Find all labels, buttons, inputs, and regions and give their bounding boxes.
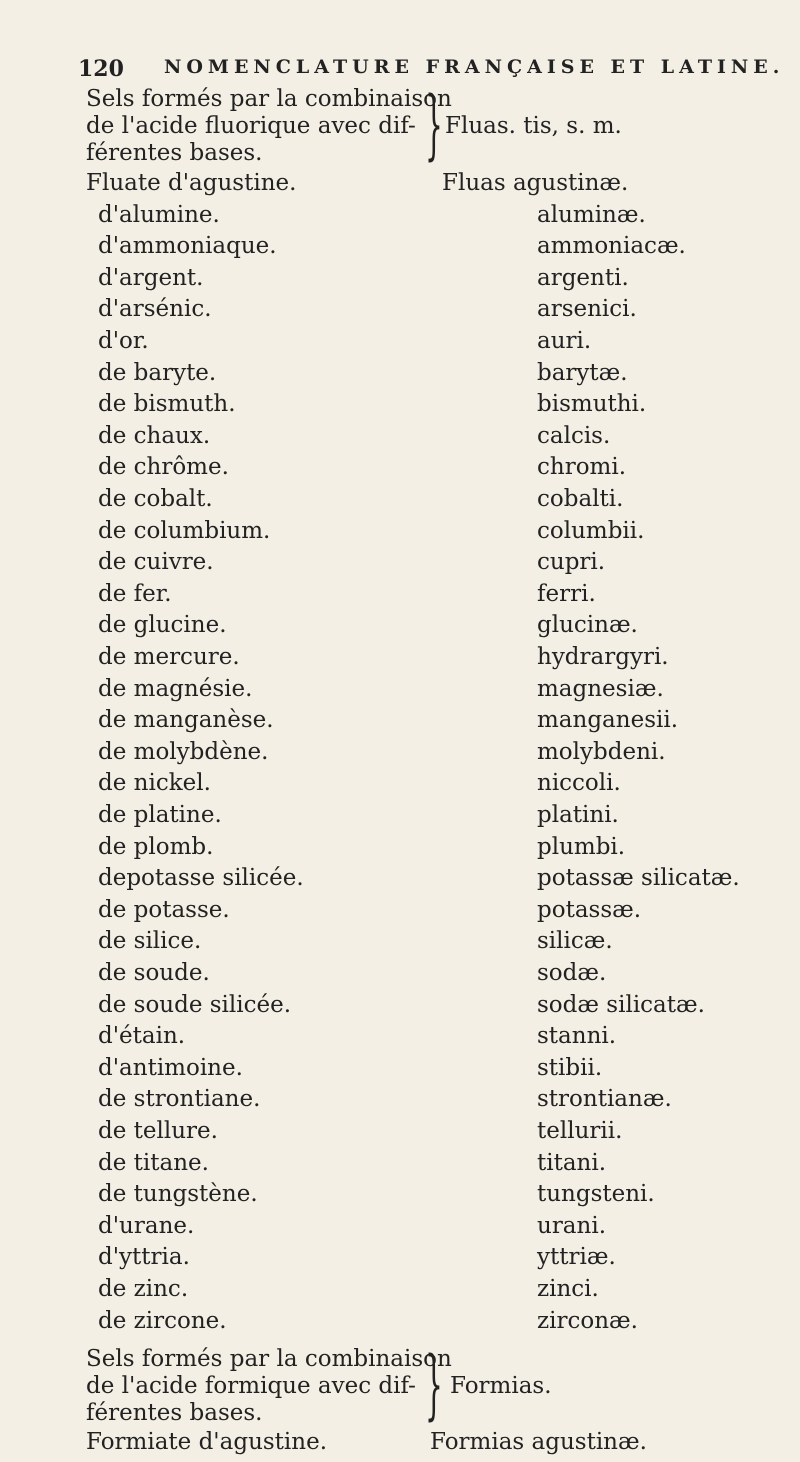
entry-french: de magnésie. <box>98 675 253 702</box>
entry-latin: stibii. <box>537 1054 603 1081</box>
entry-french: de silice. <box>98 928 202 955</box>
brace-icon: } <box>425 1339 443 1429</box>
entry-french: d'étain. <box>98 1023 186 1050</box>
entry-french: de soude. <box>98 960 210 986</box>
entry-latin: arsenici. <box>537 296 637 323</box>
entry-french: de cobalt. <box>98 486 213 512</box>
page-number: 120 <box>78 56 124 82</box>
entry-latin: platini. <box>537 802 619 828</box>
entry-latin: chromi. <box>537 454 627 481</box>
entry-latin: yttriæ. <box>537 1244 616 1271</box>
entry-french: de baryte. <box>98 359 217 386</box>
entry-french: Fluate d'agustine. <box>86 170 297 196</box>
group-line: de l'acide fluorique avec dif- <box>86 113 416 139</box>
entry-french: de plomb. <box>98 833 214 860</box>
entry-french: de tellure. <box>98 1118 218 1144</box>
entry-latin: tungsteni. <box>537 1181 655 1208</box>
entry-french: d'argent. <box>98 264 204 291</box>
group-formique-description <box>86 1339 452 1429</box>
entry-french: de soude silicée. <box>98 991 292 1018</box>
entry-french: d'or. <box>98 328 149 354</box>
entry-latin: strontianæ. <box>537 1086 672 1113</box>
group-fluorique-latin: Fluas. tis, s. m. <box>445 113 622 139</box>
entry-french: de potasse. <box>98 896 230 923</box>
entry-latin: hydrargyri. <box>537 644 669 670</box>
entry-latin: plumbi. <box>537 833 626 860</box>
group-line: Sels formés par la combinaison <box>86 86 452 112</box>
entry-latin: cupri. <box>537 549 606 576</box>
entry-french: de platine. <box>98 802 222 828</box>
group-line: férentes bases. <box>86 1400 263 1426</box>
entry-latin: bismuthi. <box>537 391 647 418</box>
running-title: NOMENCLATURE FRANÇAISE ET LATINE. <box>164 56 785 78</box>
entry-latin: manganesii. <box>537 707 679 734</box>
entry-french: Formiate d'agustine. <box>86 1429 328 1455</box>
entry-french: de titane. <box>98 1149 209 1176</box>
entry-latin: aluminæ. <box>537 201 646 228</box>
entry-latin: titani. <box>537 1149 607 1176</box>
entry-latin: ammoniacæ. <box>537 233 686 260</box>
entry-latin: Fluas agustinæ. <box>442 170 629 196</box>
entry-latin: ferri. <box>537 580 596 607</box>
entry-latin: potassæ silicatæ. <box>537 865 740 892</box>
entry-latin: calcis. <box>537 422 611 449</box>
entry-french: de molybdène. <box>98 738 269 765</box>
group-line: férentes bases. <box>86 140 263 166</box>
entry-latin: sodæ silicatæ. <box>537 991 705 1018</box>
entry-latin: argenti. <box>537 264 629 291</box>
entry-french: de fer. <box>98 580 172 607</box>
entry-french: d'yttria. <box>98 1244 190 1271</box>
entry-latin: silicæ. <box>537 928 613 955</box>
entry-french: depotasse silicée. <box>98 865 304 892</box>
entry-french: de zircone. <box>98 1307 227 1334</box>
entry-latin: barytæ. <box>537 359 628 386</box>
entry-french: de manganèse. <box>98 707 274 734</box>
entry-french: de chaux. <box>98 422 211 449</box>
entry-latin: zinci. <box>537 1276 599 1302</box>
entry-french: de tungstène. <box>98 1181 258 1208</box>
entry-french: d'antimoine. <box>98 1054 243 1081</box>
brace-icon: } <box>425 79 443 169</box>
entry-latin: potassæ. <box>537 896 642 923</box>
entry-latin: magnesiæ. <box>537 675 664 702</box>
entry-latin: urani. <box>537 1212 606 1239</box>
entry-french: de glucine. <box>98 612 227 639</box>
entry-latin: columbii. <box>537 517 645 544</box>
group-line: Sels formés par la combinaison <box>86 1346 452 1372</box>
entry-latin: zirconæ. <box>537 1307 638 1334</box>
entry-french: de chrôme. <box>98 454 229 481</box>
entry-french: d'urane. <box>98 1212 195 1239</box>
entry-latin: sodæ. <box>537 960 607 986</box>
entry-latin: Formias agustinæ. <box>430 1429 647 1455</box>
entry-french: de bismuth. <box>98 391 236 418</box>
entry-latin: tellurii. <box>537 1118 623 1144</box>
entry-latin: niccoli. <box>537 770 621 797</box>
entry-french: de strontiane. <box>98 1086 261 1113</box>
entry-french: de cuivre. <box>98 549 214 576</box>
group-line: de l'acide formique avec dif- <box>86 1373 416 1399</box>
group-formique-latin: Formias. <box>450 1373 552 1399</box>
entry-french: de zinc. <box>98 1276 189 1302</box>
entry-latin: glucinæ. <box>537 612 638 639</box>
entry-french: de nickel. <box>98 770 211 797</box>
entry-french: d'arsénic. <box>98 296 212 323</box>
entry-french: de columbium. <box>98 517 271 544</box>
entry-latin: auri. <box>537 328 592 354</box>
entry-french: de mercure. <box>98 644 240 670</box>
entry-latin: cobalti. <box>537 486 624 512</box>
entry-french: d'alumine. <box>98 201 220 228</box>
entry-latin: molybdeni. <box>537 738 666 765</box>
entry-latin: stanni. <box>537 1023 617 1050</box>
entry-french: d'ammoniaque. <box>98 233 277 260</box>
group-fluorique-description <box>86 79 452 169</box>
